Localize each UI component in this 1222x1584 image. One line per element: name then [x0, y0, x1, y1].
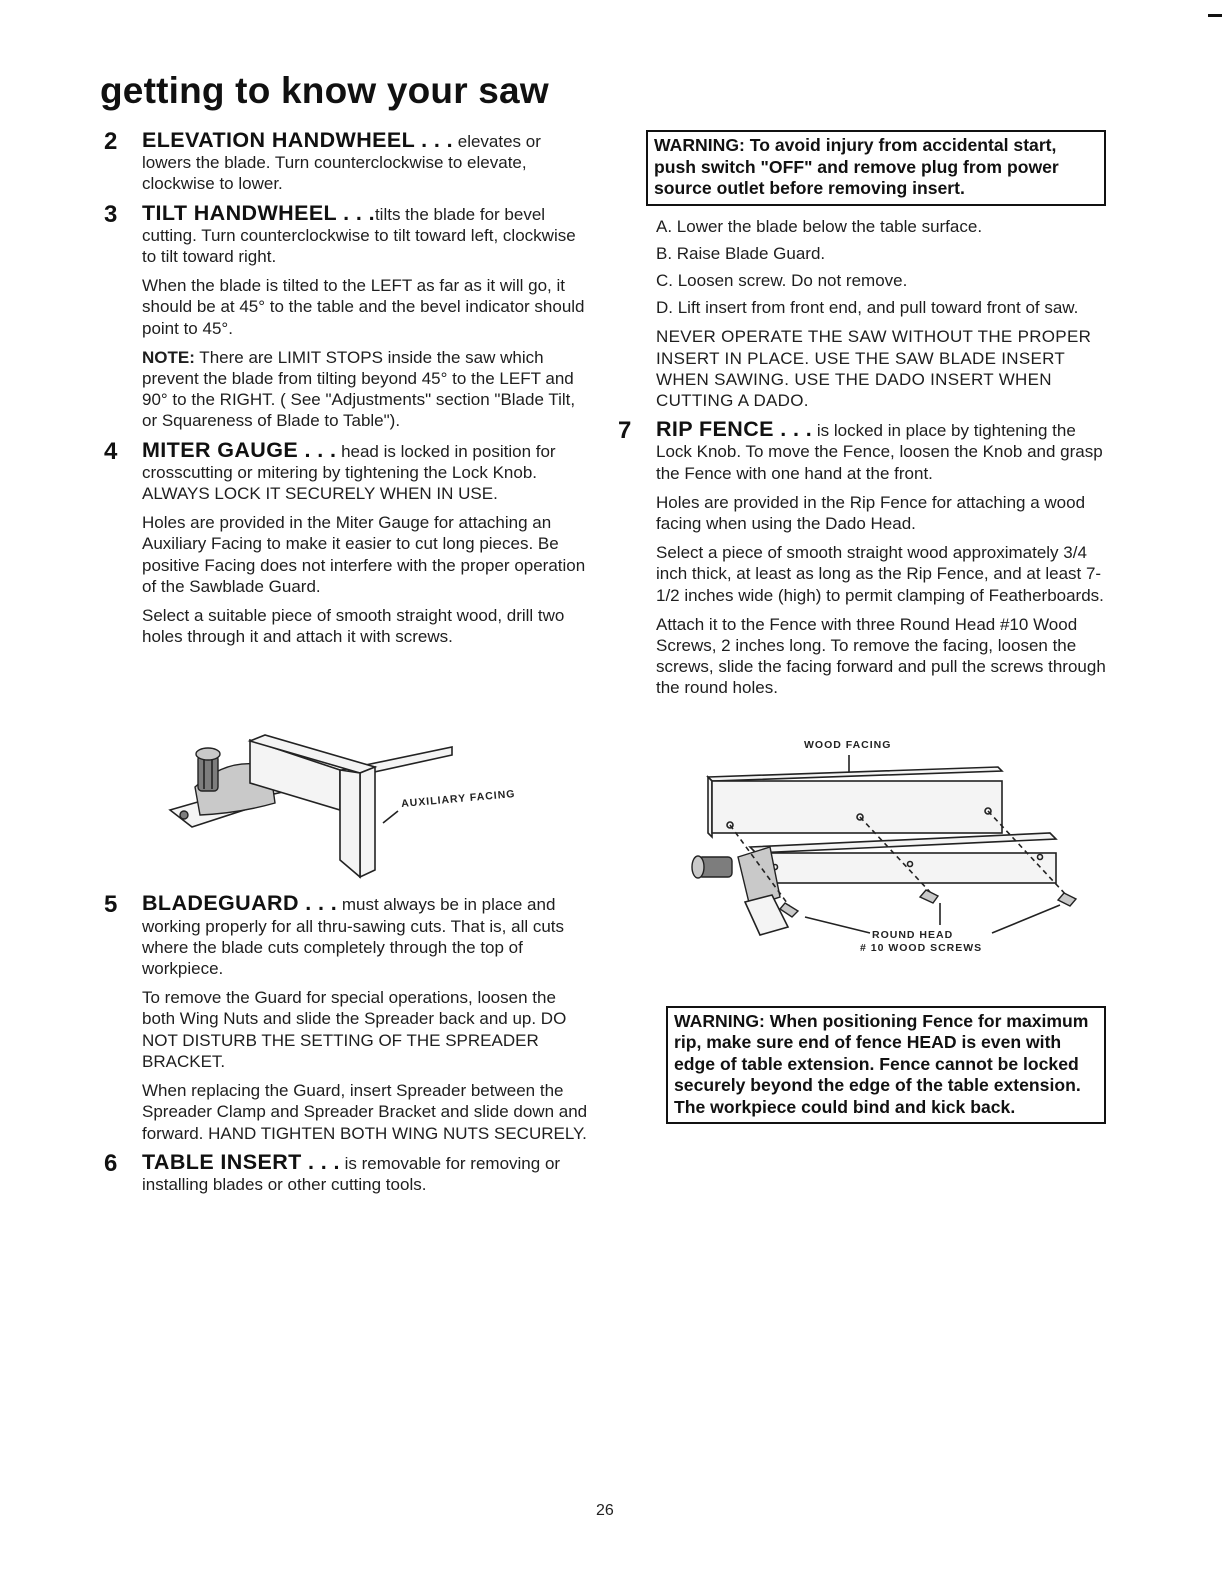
- section-heading: ELEVATION HANDWHEEL . . .: [142, 128, 454, 152]
- list-item: C. Loosen screw. Do not remove.: [656, 270, 908, 290]
- left-column: [100, 130, 590, 1203]
- bladeguard-paragraph: When replacing the Guard, insert Spreader between the Spreader Clamp and Spreader Bracket and slide down and forward. HAND TIGHTEN BOTH WING NUTS SECURELY.: [142, 1081, 588, 1143]
- wood-facing-label: WOOD FACING: [804, 738, 892, 751]
- section-rip-fence: [614, 419, 1106, 698]
- section-text: head is locked in position for crosscutting or mitering by tightening the Lock Knob. ALWAYS LOCK IT SECURELY WHEN IN USE.: [142, 441, 556, 504]
- section-miter-gauge: [100, 437, 590, 648]
- section-number: 3: [104, 200, 118, 228]
- section-text: elevates or lowers the blade. Turn counterclockwise to elevate, clockwise to lower.: [142, 132, 541, 194]
- rip-fence-illustration: [620, 707, 1106, 1002]
- section-number: 7: [618, 417, 632, 445]
- section-tilt-handwheel: [100, 200, 590, 432]
- miter-paragraph: Select a suitable piece of smooth straight wood, drill two holes through it and attach it with screws.: [142, 606, 565, 647]
- section-bladeguard: [100, 893, 590, 1143]
- section-heading: BLADEGUARD . . .: [142, 891, 338, 916]
- section-elevation-handwheel: [100, 130, 590, 195]
- section-number: 2: [104, 128, 118, 155]
- insert-warning-box: WARNING: To avoid injury from accidental start, push switch "OFF" and remove plug from power source outlet before removing insert.: [646, 130, 1106, 206]
- round-head-label: ROUND HEAD: [872, 928, 954, 941]
- rip-fence-paragraph: Attach it to the Fence with three Round Head #10 Wood Screws, 2 inches long. To remove the facing, loosen the screws, slide the facing forward and pull the screws through the round holes.: [656, 614, 1106, 698]
- list-item: D. Lift insert from front end, and pull toward front of saw.: [656, 298, 1079, 318]
- section-number: 4: [104, 437, 118, 465]
- wood-screws-label: # 10 WOOD SCREWS: [860, 941, 983, 954]
- section-table-insert: [100, 1149, 590, 1195]
- page-title: getting to know your saw: [100, 70, 549, 111]
- note-label: NOTE:: [142, 347, 195, 367]
- rip-fence-drawing: [620, 707, 1106, 1002]
- section-text: tilts the blade for bevel cutting. Turn counterclockwise to tilt toward left, clockwise to tilt toward right.: [142, 204, 576, 267]
- bladeguard-paragraph: To remove the Guard for special operations, loosen the both Wing Nuts and slide the Spreader back and up. DO NOT DISTURB THE SETTING OF THE SPREADER BRACKET.: [142, 988, 567, 1071]
- page-number: 26: [596, 1502, 614, 1519]
- section-text: is locked in place by tightening the Lock Knob. To move the Fence, loosen the Knob and grasp the Fence with one hand at the front.: [656, 421, 1103, 483]
- list-item: A. Lower the blade below the table surface.: [656, 216, 983, 236]
- rip-fence-paragraph: Select a piece of smooth straight wood approximately 3/4 inch thick, at least as long as the Rip Fence, and at least 7-1/2 inches wide (high) to permit clamping of Featherboards.: [656, 543, 1104, 605]
- tilt-paragraph: When the blade is tilted to the LEFT as far as it will go, it should be at 45° to the table and the bevel indicator should point to 45°.: [142, 276, 585, 338]
- section-heading: MITER GAUGE . . .: [142, 437, 337, 462]
- section-heading: TABLE INSERT . . .: [142, 1149, 340, 1174]
- insert-caution-text: NEVER OPERATE THE SAW WITHOUT THE PROPER INSERT IN PLACE. USE THE SAW BLADE INSERT WHEN SAWING. USE THE DADO INSERT WHEN CUTTING A DADO.: [656, 327, 1092, 410]
- miter-paragraph: Holes are provided in the Miter Gauge for attaching an Auxiliary Facing to make it easier to cut long pieces. Be positive Facing does not interfere with the proper operation of the Sawblade Guard.: [142, 513, 586, 596]
- scan-corner-mark: [1208, 14, 1222, 17]
- insert-steps-list: [656, 216, 1106, 319]
- section-number: 6: [104, 1149, 118, 1177]
- right-column: [620, 130, 1106, 1134]
- miter-gauge-drawing: [100, 655, 590, 885]
- section-text: must always be in place and working properly for all thru-sawing cuts. That is, all cuts where the blade cuts completely through the top of workpiece.: [142, 895, 565, 979]
- section-heading: RIP FENCE . . .: [656, 417, 813, 442]
- note-text: There are LIMIT STOPS inside the saw which prevent the blade from tilting beyond 45° to the LEFT and 90° to the RIGHT. ( See "Adjustments" section "Blade Tilt, or Squareness of Blade to Table").: [142, 347, 576, 431]
- auxiliary-facing-label: AUXILIARY FACING: [400, 788, 516, 811]
- rip-fence-paragraph: Holes are provided in the Rip Fence for attaching a wood facing when using the Dado Head.: [656, 492, 1086, 533]
- section-text: is removable for removing or installing blades or other cutting tools.: [142, 1153, 561, 1194]
- list-item: B. Raise Blade Guard.: [656, 243, 826, 263]
- section-heading: TILT HANDWHEEL . . .: [142, 200, 375, 225]
- rip-fence-warning-box: WARNING: When positioning Fence for maximum rip, make sure end of fence HEAD is even with edge of table extension. Fence cannot be locked securely beyond the edge of the table extension. The workpiece could bind and kick back.: [666, 1006, 1106, 1125]
- miter-gauge-illustration: [100, 655, 590, 885]
- section-number: 5: [104, 891, 118, 919]
